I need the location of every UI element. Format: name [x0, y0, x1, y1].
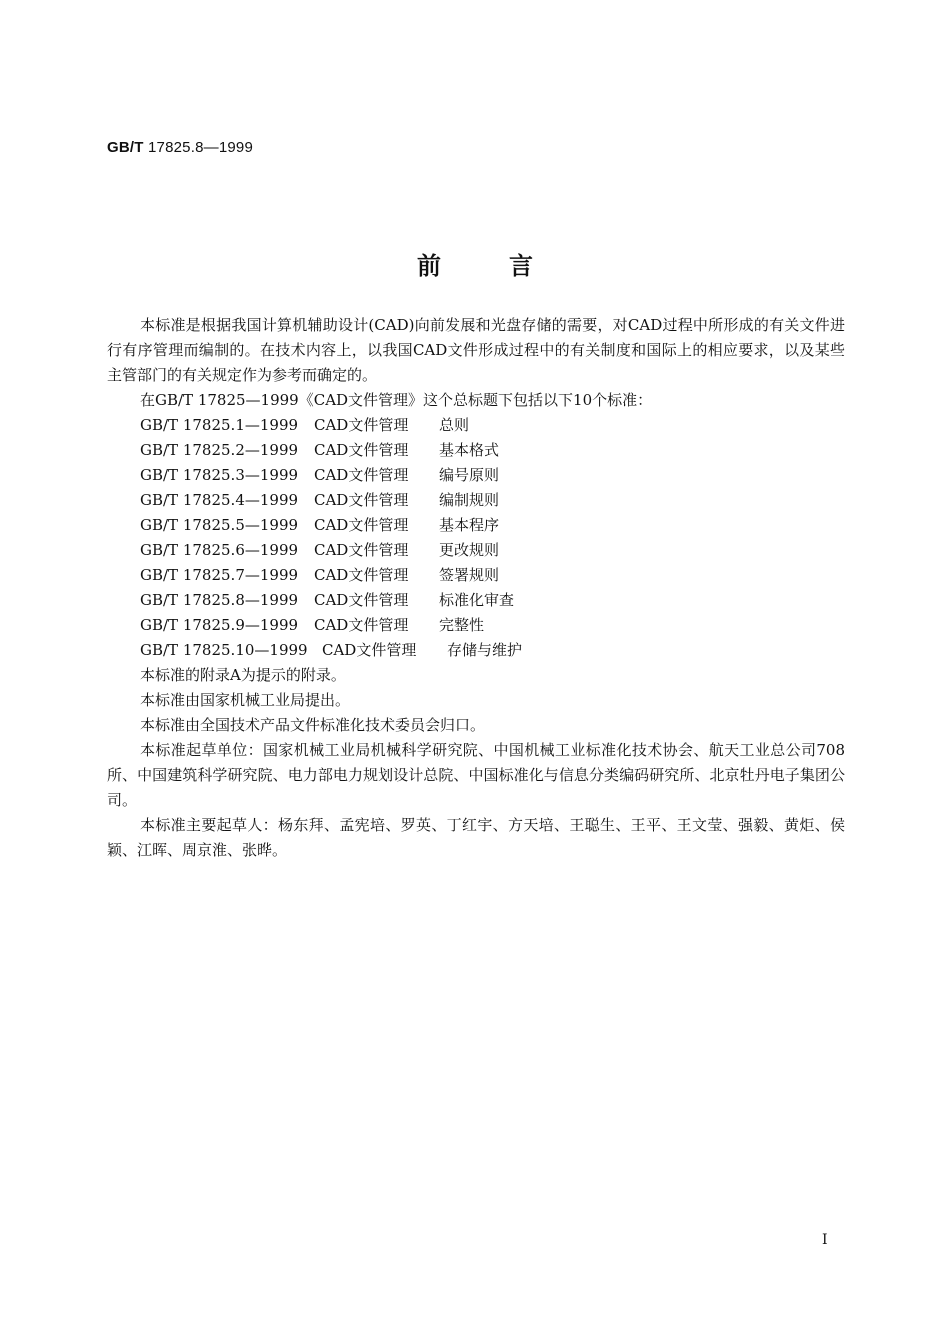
standard-code: GB/T 17825.9—1999: [140, 616, 299, 634]
standard-code: GB/T 17825.1—1999: [140, 416, 299, 434]
standard-part: 存储与维护: [447, 641, 523, 659]
standard-series: CAD文件管理: [314, 541, 409, 559]
intro-paragraph: 本标准是根据我国计算机辅助设计(CAD)向前发展和光盘存储的需要，对CAD过程中所形成的有关文件进行有序管理而编制的。在技术内容上，以我国CAD文件形成过程中的有关制度和国际上的相应要求，以及某些主管部门的有关规定作为参考而确定的。: [107, 316, 845, 384]
standard-part: 签署规则: [439, 566, 500, 584]
standard-series: CAD文件管理: [314, 591, 409, 609]
standards-list-item: [107, 538, 845, 563]
standard-code: GB/T 17825.3—1999: [140, 466, 299, 484]
standards-list-item: [107, 638, 845, 663]
standard-code: GB/T 17825.5—1999: [140, 516, 299, 534]
standard-series: CAD文件管理: [314, 491, 409, 509]
standard-code: GB/T 17825.2—1999: [140, 441, 299, 459]
standard-code-prefix: GB/T: [107, 139, 144, 156]
standards-list-item: [107, 588, 845, 613]
drafting-units-paragraph: 本标准起草单位：国家机械工业局机械科学研究院、中国机械工业标准化技术协会、航天工业总公司708所、中国建筑科学研究院、电力部电力规划设计总院、中国标准化与信息分类编码研究所、北京牡丹电子集团公司。: [107, 741, 845, 809]
standard-part: 总则: [439, 416, 470, 434]
standard-series: CAD文件管理: [314, 516, 409, 534]
page-number: I: [822, 1232, 828, 1248]
series-intro-paragraph: 在GB/T 17825—1999《CAD文件管理》这个总标题下包括以下10个标准：: [140, 391, 653, 409]
standards-list-item: [107, 413, 845, 438]
standard-part: 更改规则: [439, 541, 500, 559]
standards-list-item: [107, 438, 845, 463]
standard-series: CAD文件管理: [314, 616, 409, 634]
standards-list-item: [107, 513, 845, 538]
standard-code-number: 17825.8—1999: [143, 139, 253, 156]
committee-note: 本标准由全国技术产品文件标准化技术委员会归口。: [140, 716, 486, 734]
standard-series: CAD文件管理: [314, 566, 409, 584]
appendix-note: 本标准的附录A为提示的附录。: [140, 666, 346, 684]
foreword-body: [107, 313, 845, 863]
standard-code: GB/T 17825.7—1999: [140, 566, 299, 584]
standard-series: CAD文件管理: [314, 466, 409, 484]
standards-list: [107, 413, 845, 663]
page-title: 前言: [417, 251, 601, 280]
standards-list-item: [107, 488, 845, 513]
standard-part: 完整性: [439, 616, 485, 634]
standard-code: GB/T 17825.10—1999: [140, 641, 308, 659]
standard-part: 基本程序: [439, 516, 500, 534]
standard-code: GB/T 17825.8—1999: [140, 591, 299, 609]
standards-list-item: [107, 613, 845, 638]
standard-series: CAD文件管理: [314, 441, 409, 459]
standard-part: 编制规则: [439, 491, 500, 509]
standard-part: 编号原则: [439, 466, 500, 484]
standard-series: CAD文件管理: [314, 416, 409, 434]
standards-list-item: [107, 463, 845, 488]
standard-part: 基本格式: [439, 441, 500, 459]
standard-part: 标准化审查: [439, 591, 515, 609]
standard-series: CAD文件管理: [322, 641, 417, 659]
standards-list-item: [107, 563, 845, 588]
standard-code: GB/T 17825.4—1999: [140, 491, 299, 509]
drafters-paragraph: 本标准主要起草人：杨东拜、孟宪培、罗英、丁红宇、方天培、王聪生、王平、王文莹、强毅、黄炬、侯颖、江晖、周京淮、张晔。: [107, 816, 845, 859]
standard-code: GB/T 17825.6—1999: [140, 541, 299, 559]
proposer-note: 本标准由国家机械工业局提出。: [140, 691, 351, 709]
standard-code-header: [107, 139, 253, 156]
